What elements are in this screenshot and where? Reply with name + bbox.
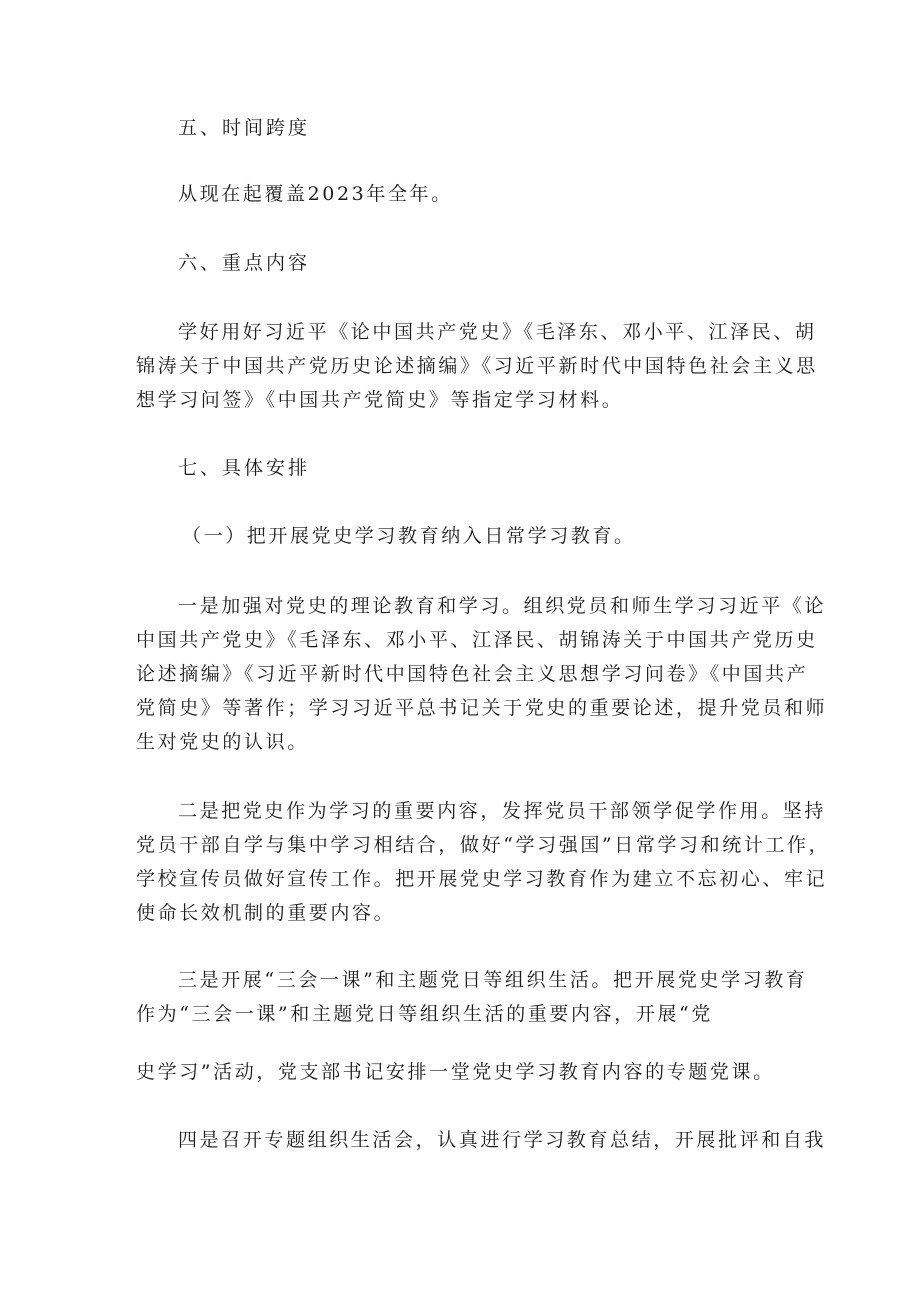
- section-6-heading: 六、重点内容: [178, 252, 311, 274]
- item-2-line-1: 二是把党史作为学习的重要内容，发挥党员干部领学促学作用。坚持: [178, 800, 827, 822]
- section-6-line-2: 锦涛关于中国共产党历史论述摘编》《习近平新时代中国特色社会主义思: [136, 355, 818, 377]
- item-4-line-1: 四是召开专题组织生活会，认真进行学习教育总结，开展批评和自我: [178, 1129, 827, 1151]
- section-6-line-1: 学好用好习近平《论中国共产党史》《毛泽东、邓小平、江泽民、胡: [178, 321, 817, 343]
- section-5-body: 从现在起覆盖2023年全年。: [178, 183, 453, 205]
- item-3-line-3: 史学习”活动，党支部书记安排一堂党史学习教育内容的专题党课。: [136, 1061, 775, 1083]
- section-7-heading: 七、具体安排: [178, 457, 311, 479]
- item-2-line-2: 党员干部自学与集中学习相结合，做好“学习强国”日常学习和统计工作，: [136, 834, 831, 856]
- item-3-line-2: 作为“三会一课”和主题党日等组织生活的重要内容，开展“党: [136, 1003, 713, 1025]
- section-5-heading: 五、时间跨度: [178, 117, 311, 139]
- section-7-subheading: （一）把开展党史学习教育纳入日常学习教育。: [182, 525, 636, 547]
- item-3-line-1: 三是开展“三会一课”和主题党日等组织生活。把开展党史学习教育: [178, 969, 808, 991]
- item-2-line-4: 使命长效机制的重要内容。: [136, 902, 396, 924]
- item-2-line-3: 学校宣传员做好宣传工作。把开展党史学习教育作为建立不忘初心、牢记: [136, 868, 828, 890]
- item-1-line-2: 中国共产党史》《毛泽东、邓小平、江泽民、胡锦涛关于中国共产党历史: [136, 629, 818, 651]
- section-6-line-3: 想学习问签》《中国共产党简史》等指定学习材料。: [136, 389, 624, 411]
- item-1-line-5: 生对党史的认识。: [136, 731, 309, 753]
- item-1-line-3: 论述摘编》《习近平新时代中国特色社会主义思想学习问卷》《中国共产: [136, 663, 809, 685]
- item-1-line-4: 党简史》等著作；学习习近平总书记关于党史的重要论述，提升党员和师: [136, 697, 828, 719]
- item-1-line-1: 一是加强对党史的理论教育和学习。组织党员和师生学习习近平《论: [178, 595, 827, 617]
